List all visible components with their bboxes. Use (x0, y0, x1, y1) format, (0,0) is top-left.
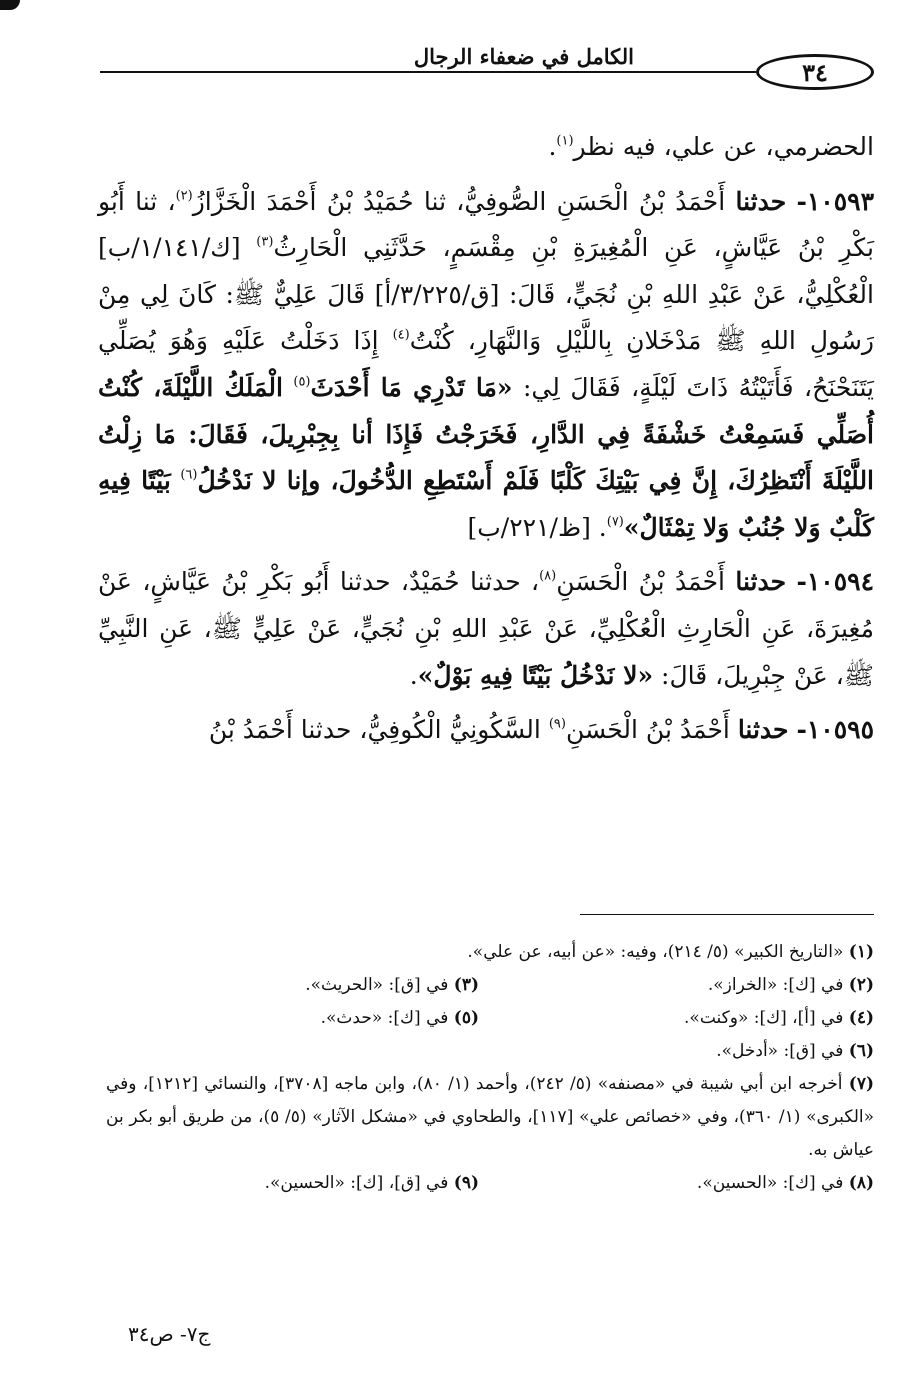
footnote-text: في [ك]: «الحسين». (696, 1173, 844, 1193)
footnote-number: (٣) (453, 975, 479, 995)
footnote-ref: (١) (556, 133, 574, 149)
text-span: . [ظ/٢٢١/ب] (467, 512, 607, 542)
text-span: أَحْمَدُ بْنُ الْحَسَنِ الصُّوفِيُّ، ثنا حُمَيْدُ بْنُ أَحْمَدَ الْخَزَّازُ (192, 186, 726, 216)
footnote-row (106, 1167, 874, 1200)
volume-page-reference: ج٧- ص٣٤ (128, 1322, 211, 1346)
hadith-10595 (98, 707, 874, 754)
text-span: [ك/١/١٤١/ب] الْعُكْلِيُّ، عَنْ عَبْدِ اللهِ بْنِ نُجَيٍّ، قَالَ: [ق/٣/٢٢٥/أ] قَالَ عَلِيٌّ ﷺ: كَانَ لِي مِنْ رَسُولِ اللهِ ﷺ مَدْخَلانِ بِاللَّيْلِ وَالنَّهَارِ، كُنْتُ (98, 233, 874, 356)
footnote-text: في [ك]: «حدث». (320, 1008, 449, 1028)
footnotes (106, 936, 874, 1200)
text-span: . (548, 132, 557, 161)
footnote-number: (٩) (453, 1173, 479, 1193)
footnote-ref: (٧) (606, 514, 624, 530)
footnote-text: أخرجه ابن أبي شيبة في «مصنفه» (٥/ ٢٤٢)، وأحمد (١/ ٨٠)، وابن ماجه [٣٧٠٨]، والنسائي [١٢١٢]، وفي «الكبرى» (١/ ٣٦٠)، وفي «خصائص علي» [١١٧]، والطحاوي في «مشكل الآثار» (٥/ ٥)، من طريق أبو بكر بن عياش به. (106, 1074, 875, 1160)
main-text (98, 124, 874, 762)
text-span: أَحْمَدُ بْنُ الْحَسَنِ (565, 715, 730, 745)
book-title: الكامل في ضعفاء الرجال (413, 44, 634, 69)
footnote-text: في [ق]: «أدخل». (716, 1041, 844, 1061)
footnote-text: في [ق]: «الحريث». (305, 975, 449, 995)
text-span: الحضرمي، عن علي، فيه نظر (573, 132, 874, 161)
text-span: السَّكُونِيُّ الْكُوفِيُّ، حدثنا أَحْمَدُ بْنُ (208, 715, 541, 745)
text-span: ، حدثنا حُمَيْدٌ، حدثنا أَبُو بَكْرِ بْنُ عَيَّاشٍ، عَنْ مُغِيرَةَ، عَنِ الْحَارِثِ الْعُكْلِيِّ، عَنْ عَبْدِ اللهِ بْنِ نُجَيٍّ، عَنْ عَلِيٍّ ﷺ، عَنِ النَّبِيِّ ﷺ، عَنْ جِبْرِيلَ، قَالَ: (98, 567, 874, 690)
footnote-9 (265, 1167, 479, 1200)
header-rule (100, 71, 756, 73)
hadith-matn: «مَا تَدْرِي مَا أَحْدَثَ (310, 372, 513, 402)
footnote-number: (٨) (848, 1173, 874, 1193)
text-span: ، ثنا أَبُو بَكْرِ بْنُ عَيَّاشٍ، عَنِ الْمُغِيرَةِ بْنِ مِقْسَمٍ، حَدَّثَنِي الْحَارِثُ (98, 186, 875, 263)
hadith-keyword: حدثنا (737, 715, 789, 745)
footnote-row (106, 1002, 874, 1035)
paragraph-continuation (98, 124, 874, 171)
footnote-2 (479, 969, 874, 1002)
page-number-oval (756, 54, 874, 90)
hadith-number: ١٠٥٩٥- (796, 715, 874, 745)
hadith-number: ١٠٥٩٣- (796, 186, 875, 216)
hadith-keyword: حدثنا (735, 186, 787, 216)
footnote-7 (106, 1068, 874, 1167)
hadith-matn: بَيْتًا فِيهِ كَلْبٌ وَلا جُنُبٌ وَلا تِمْثَالٌ» (98, 466, 874, 542)
footnote-ref: (٤) (392, 327, 410, 343)
footnote-separator (580, 914, 874, 915)
hadith-matn: الْمَلَكُ اللَّيْلَةَ، كُنْتُ أُصَلِّي فَسَمِعْتُ خَشْفَةً فِي الدَّارِ، فَخَرَجْتُ فَإِذَا أنا بِجِبْرِيلَ، فَقَالَ: مَا زِلْتُ اللَّيْلَةَ أَنْتَظِرُكَ، إِنَّ فِي بَيْتِكَ كَلْبًا فَلَمْ أَسْتَطِعِ الدُّخُولَ، وإنا لا نَدْخُلُ (98, 372, 875, 496)
hadith-10594 (98, 559, 874, 699)
page-header (100, 40, 874, 100)
corner-mark (0, 0, 20, 10)
footnote-1 (106, 936, 874, 969)
footnote-text: «التاريخ الكبير» (٥/ ٢١٤)، وفيه: «عن أبيه، عن علي». (467, 942, 844, 962)
footnote-ref: (٢) (175, 188, 193, 204)
footnote-number: (٢) (848, 975, 874, 995)
page-number: ٣٤ (802, 57, 828, 87)
text-span: أَحْمَدُ بْنُ الْحَسَنِ (556, 567, 725, 597)
hadith-keyword: حدثنا (735, 567, 787, 597)
footnote-number: (١) (848, 942, 874, 962)
hadith-matn: «لا نَدْخُلُ بَيْتًا فِيهِ بَوْلٌ» (417, 660, 654, 690)
footnote-ref: (٩) (548, 716, 566, 732)
footnote-text: في [ك]: «الخراز». (707, 975, 844, 995)
footnote-ref: (٨) (539, 568, 557, 584)
footnote-ref: (٦) (180, 467, 198, 483)
text-span: . (409, 660, 418, 690)
footnote-8 (479, 1167, 874, 1200)
footnote-4 (479, 1002, 874, 1035)
footnote-5 (321, 1002, 479, 1035)
footnote-6 (106, 1035, 874, 1068)
footnote-ref: (٥) (293, 374, 311, 390)
footnote-number: (٤) (848, 1008, 874, 1028)
footnote-text: في [ق]، [ك]: «الحسين». (264, 1173, 449, 1193)
hadith-number: ١٠٥٩٤- (796, 567, 875, 597)
hadith-10593 (98, 179, 874, 552)
footnote-3 (305, 969, 479, 1002)
footnote-number: (٦) (848, 1041, 874, 1061)
footnote-row (106, 969, 874, 1002)
footnote-number: (٥) (453, 1008, 479, 1028)
text-span: إِذَا دَخَلْتُ عَلَيْهِ وَهُوَ يُصَلِّي يَتَنَحْنَحُ، فَأَتَيْتُهُ ذَاتَ لَيْلَةٍ، فَقَالَ لِي: (98, 326, 874, 402)
footnote-ref: (٣) (256, 234, 274, 250)
footnote-text: في [أ]، [ك]: «وكنت». (684, 1008, 844, 1028)
footnote-number: (٧) (848, 1074, 875, 1094)
